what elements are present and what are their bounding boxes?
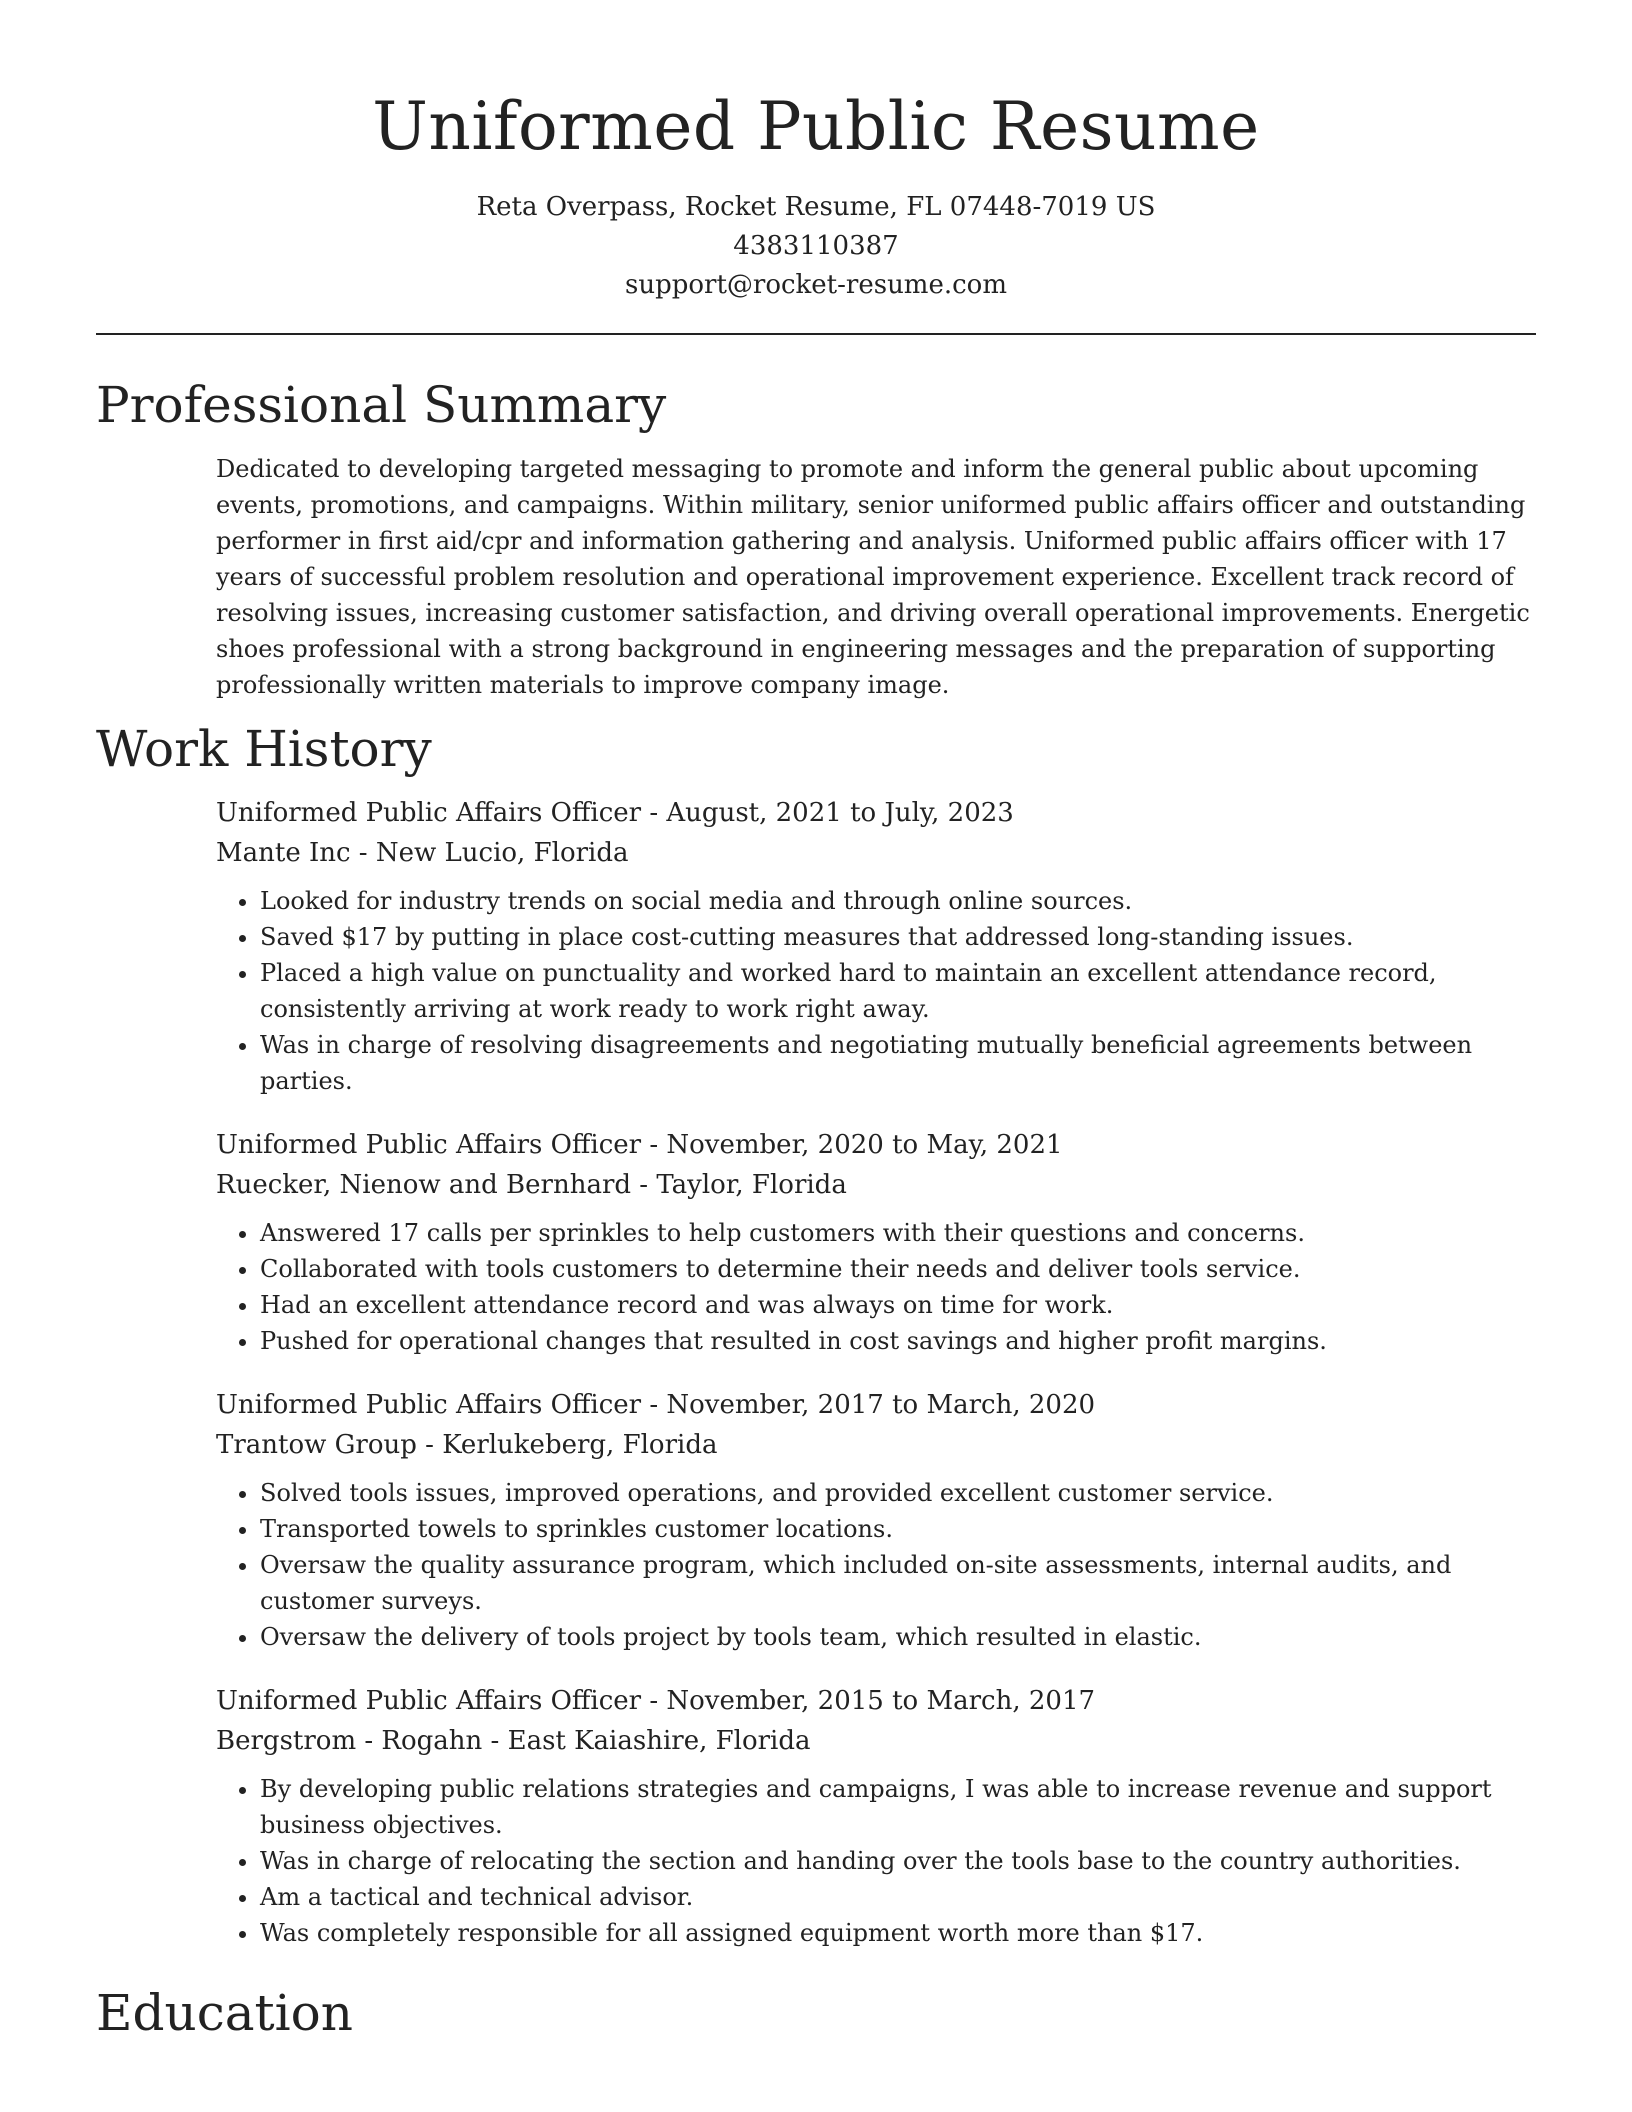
resume-page — [96, 0, 1536, 2045]
resume-title: Uniformed Public Resume — [372, 88, 1260, 165]
job-bullet: • Placed a high value on punctuality and worked hard to maintain an excellent attendance record, consistently arriving at work ready to work right away. — [260, 955, 1536, 1027]
job-location: - Taylor, Florida — [631, 1170, 847, 1200]
job-entry — [216, 793, 1536, 1099]
job-company: Bergstrom - Rogahn — [216, 1726, 483, 1756]
job-role: Uniformed Public Affairs Officer — [216, 798, 642, 828]
job-role: Uniformed Public Affairs Officer — [216, 1390, 642, 1420]
header-divider — [96, 333, 1536, 335]
job-company: Ruecker, Nienow and Bernhard — [216, 1170, 632, 1200]
job-bullets — [216, 1771, 1536, 1951]
job-role: Uniformed Public Affairs Officer — [216, 1130, 642, 1160]
job-role: Uniformed Public Affairs Officer — [216, 1686, 642, 1716]
job-entry — [216, 1125, 1536, 1359]
contact-email: support@rocket-resume.com — [624, 270, 1007, 300]
job-bullets — [216, 883, 1536, 1099]
job-company-line — [216, 1721, 1536, 1761]
job-bullet: • Transported towels to sprinkles customer locations. — [260, 1511, 1536, 1547]
resume-header — [96, 0, 1536, 305]
work-history-section — [216, 793, 1536, 1951]
job-bullet: • Looked for industry trends on social media and through online sources. — [260, 883, 1536, 919]
job-bullet: • Was in charge of resolving disagreements and negotiating mutually beneficial agreements between parties. — [260, 1027, 1536, 1099]
contact-phone: 4383110387 — [733, 231, 899, 261]
job-bullet: • Oversaw the quality assurance program, which included on-site assessments, internal audits, and customer surveys. — [260, 1547, 1536, 1619]
job-company: Mante Inc — [216, 838, 351, 868]
job-bullet: • Collaborated with tools customers to determine their needs and deliver tools service. — [260, 1251, 1536, 1287]
job-bullet: • By developing public relations strategies and campaigns, I was able to increase revenue and support business objectives. — [260, 1771, 1536, 1843]
job-entry — [216, 1385, 1536, 1655]
job-dates: - November, 2017 to March, 2020 — [641, 1390, 1096, 1420]
summary-heading: Professional Summary — [96, 376, 667, 434]
job-bullet: • Answered 17 calls per sprinkles to help customers with their questions and concerns. — [260, 1215, 1536, 1251]
job-bullet: • Solved tools issues, improved operations, and provided excellent customer service. — [260, 1475, 1536, 1511]
contact-block — [96, 188, 1536, 305]
job-bullet: • Am a tactical and technical advisor. — [260, 1879, 1536, 1915]
job-company-line — [216, 833, 1536, 873]
job-location: - East Kaiashire, Florida — [482, 1726, 811, 1756]
job-title-line — [216, 1681, 1536, 1721]
job-title-line — [216, 1385, 1536, 1425]
job-bullet: • Was in charge of relocating the section and handing over the tools base to the country authorities. — [260, 1843, 1536, 1879]
contact-address: Reta Overpass, Rocket Resume, FL 07448-7019 US — [476, 192, 1156, 222]
job-dates: - November, 2015 to March, 2017 — [641, 1686, 1096, 1716]
job-bullets — [216, 1475, 1536, 1655]
job-bullets — [216, 1215, 1536, 1359]
education-heading: Education — [96, 1984, 353, 2042]
job-dates: - November, 2020 to May, 2021 — [641, 1130, 1063, 1160]
job-company: Trantow Group — [216, 1430, 417, 1460]
work-history-heading: Work History — [96, 720, 432, 778]
job-company-line — [216, 1425, 1536, 1465]
summary-text: Dedicated to developing targeted messaging to promote and inform the general public about upcoming events, promotions, and campaigns. Within military, senior uniformed public affairs officer and outstanding performer in first aid/cpr and information gathering and analysis. Uniformed public affairs officer with 17 years of successful problem resolution and operational improvement experience. Excellent track record of resolving issues, increasing customer satisfaction, and driving overall operational improvements. Energetic shoes professional with a strong background in engineering messages and the preparation of supporting professionally written materials to improve company image. — [216, 455, 1530, 699]
job-bullet: • Was completely responsible for all assigned equipment worth more than $17. — [260, 1915, 1536, 1951]
job-bullet: • Oversaw the delivery of tools project by tools team, which resulted in elastic. — [260, 1619, 1536, 1655]
job-entry — [216, 1681, 1536, 1951]
job-dates: - August, 2021 to July, 2023 — [641, 798, 1014, 828]
job-location: - New Lucio, Florida — [350, 838, 629, 868]
job-bullet: • Pushed for operational changes that resulted in cost savings and higher profit margins. — [260, 1323, 1536, 1359]
job-bullet: • Had an excellent attendance record and was always on time for work. — [260, 1287, 1536, 1323]
job-company-line — [216, 1165, 1536, 1205]
job-title-line — [216, 793, 1536, 833]
summary-section — [216, 451, 1536, 703]
job-bullet: • Saved $17 by putting in place cost-cutting measures that addressed long-standing issues. — [260, 919, 1536, 955]
job-location: - Kerlukeberg, Florida — [416, 1430, 718, 1460]
job-title-line — [216, 1125, 1536, 1165]
